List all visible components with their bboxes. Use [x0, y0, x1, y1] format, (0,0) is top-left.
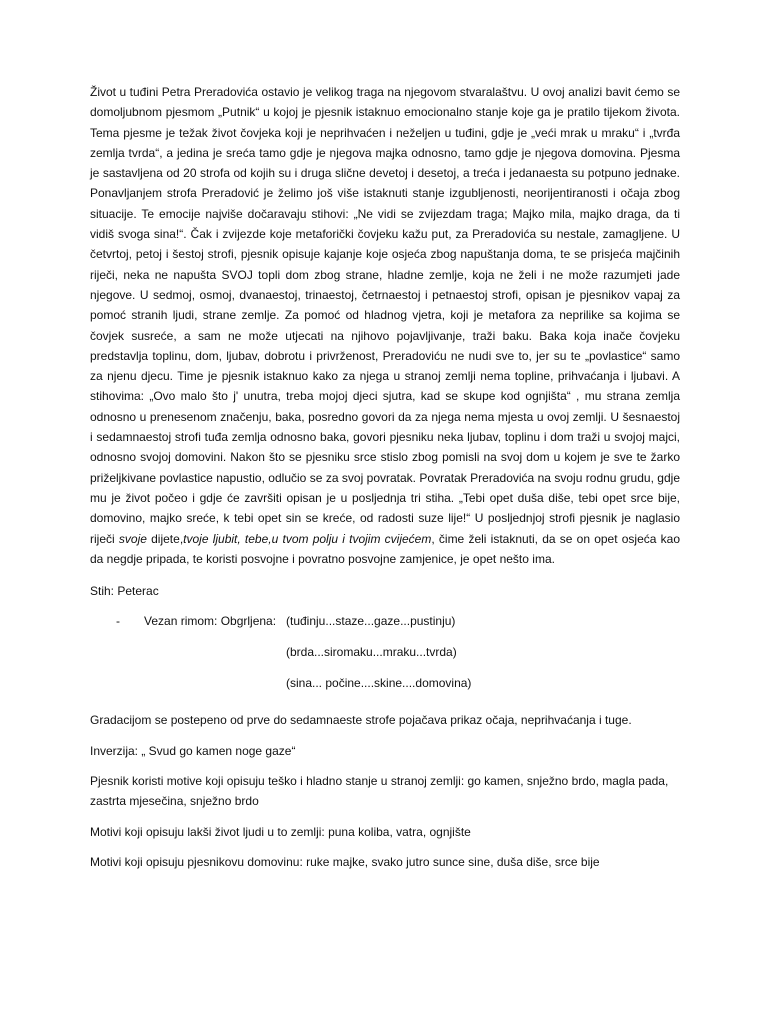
motifs-homeland-line: Motivi koji opisuju pjesnikovu domovinu: ruke majke, svako jutro sunce sine, duša diše, srce bije — [90, 854, 600, 869]
paragraph-text-1: Život u tuđini Petra Preradovića ostavio je velikog traga na njegovom stvaralaštvu. U ovoj analizi bavit ćemo se domoljubnom pjesmom „Putnik“ u kojoj je pjesnik istaknuo emocionalno stanje koje ga je pratilo tijekom života. Tema pjesme je težak život čovjeka koji je neprihvaćen i neželjen u tuđini, gdje je „veći mrak u mraku“ i „tvrđa zemlja tvrda“, a jedina je sreća tamo gdje je njegova majka odnosno, tamo gdje je njegova domovina. Pjesma je sastavljena od 20 strofa od kojih su i druga slične devetoj i desetoj, a treća i jedanaesta su potpuno jednake. Ponavljanjem strofa Preradović je želimo još više istaknuti stanje izgubljenosti, neorijentiranosti i očaja zbog situacije. Te emocije najviše dočaravaju stihovi: „Ne vidi se zvijezdam traga; Majko mila, majko draga, da ti vidiš svoga sina!“. Čak i zvijezde koje metaforički čovjeku kažu put, za Preradovića su nestale, zamagljene. U četvrtoj, petoj i šestoj strofi, pjesnik opisuje kajanje koje osjeća zbog napuštanja doma, te se prisjeća majčinih riječi, neka ne napušta SVOJ topli dom zbog strane, hladne zemlje, koja ne želi i ne može razumjeti jade njegove. U sedmoj, osmoj, dvanaestoj, trinaestoj, četrnaestoj i petnaestoj strofi, opisan je pjesnikov vapaj za pomoć stranih ljudi, strane zemlje. Za pomoć od hladnog vjetra, koji je metafora za neprilike sa kojima se čovjek susreće, a sam ne može utjecati na njihovo pojavljivanje, traži baku. Baka koja inače čovjeku predstavlja toplinu, dom, ljubav, dobrotu i privrženost, Preradoviću ne nudi sve to, jer su te „povlastice“ samo za njenu djecu. Time je pjesnik istaknuo kako za njega u stranoj zemlji nema topline, prihvaćanja i ljubavi. A stihovima: „Ovo malo što j' unutra, treba mojoj djeci sjutra, kad se skupe kod ognjišta“ , mu strana zemlja odnosno u prenesenom značenju, baka, posredno govori da za njega nema mjesta u ovoj zemlji. U šesnaestoj i sedamnaestoj strofi tuđa zemlja odnosno baka, govori pjesniku neka ljubav, toplinu i dom traži u svojoj majci, odnosno svojoj domovini. Nakon što se pjesniku srce stislo zbog pomisli na svoj dom u kojem je sve te žarko priželjkivane povlastice napustio, odlučio se za svoj povratak. Povratak Preradovića na svoju rodnu grudu, gdje mu je život počeo i gdje će završiti opisan je u posljednja tri stiha. „Tebi opet duša diše, tebi opet srce bije, domovino, majko sreće, k tebi opet sin se kreće, od radosti suze lije!“ U posljednjoj strofi pjesnik je naglasio riječi — [90, 85, 680, 546]
motifs-hard-line: Pjesnik koristi motive koji opisuju teško i hladno stanje u stranoj zemlji: go kamen, snježno brdo, magla pada, zastrta mjesečina, snježno brdo — [90, 774, 669, 809]
paragraph-italic-2: tvoje ljubit, tebe,u tvom polju i tvojim cvijećem — [183, 531, 432, 546]
paragraph-text-3: , čime želi istaknuti, da se on opet osjeća kao da negdje pripada, te koristi posvojne i povratno posvojne zamjenice, je opet nešto ima. — [90, 531, 681, 566]
paragraph-text-2: dijete, — [151, 531, 184, 546]
rhyme-row — [90, 673, 680, 704]
rhyme-row — [90, 611, 680, 642]
verse-type-line: Stih: Peterac — [90, 584, 159, 599]
rhyme-row — [90, 642, 680, 673]
rhyme-line-1: (tuđinju...staze...gaze...pustinju) — [286, 614, 456, 629]
rhyme-section — [90, 611, 680, 704]
rhyme-line-3: (sina... počine....skine....domovina) — [286, 676, 472, 691]
analysis-paragraph — [90, 82, 680, 569]
gradation-line: Gradacijom se postepeno od prve do sedamnaeste strofe pojačava prikaz očaja, neprihvaćanja i tuge. — [90, 713, 632, 728]
paragraph-italic-1: svoje — [118, 531, 147, 546]
inversion-line: Inverzija: „ Svud go kamen noge gaze“ — [90, 743, 296, 758]
motifs-easy-line: Motivi koji opisuju lakši život ljudi u to zemlji: puna koliba, vatra, ognjište — [90, 824, 471, 839]
rhyme-label: Vezan rimom: Obgrljena: — [144, 614, 277, 629]
rhyme-line-2: (brda...siromaku...mraku...tvrda) — [286, 645, 457, 660]
rhyme-bullet: - — [116, 614, 120, 629]
